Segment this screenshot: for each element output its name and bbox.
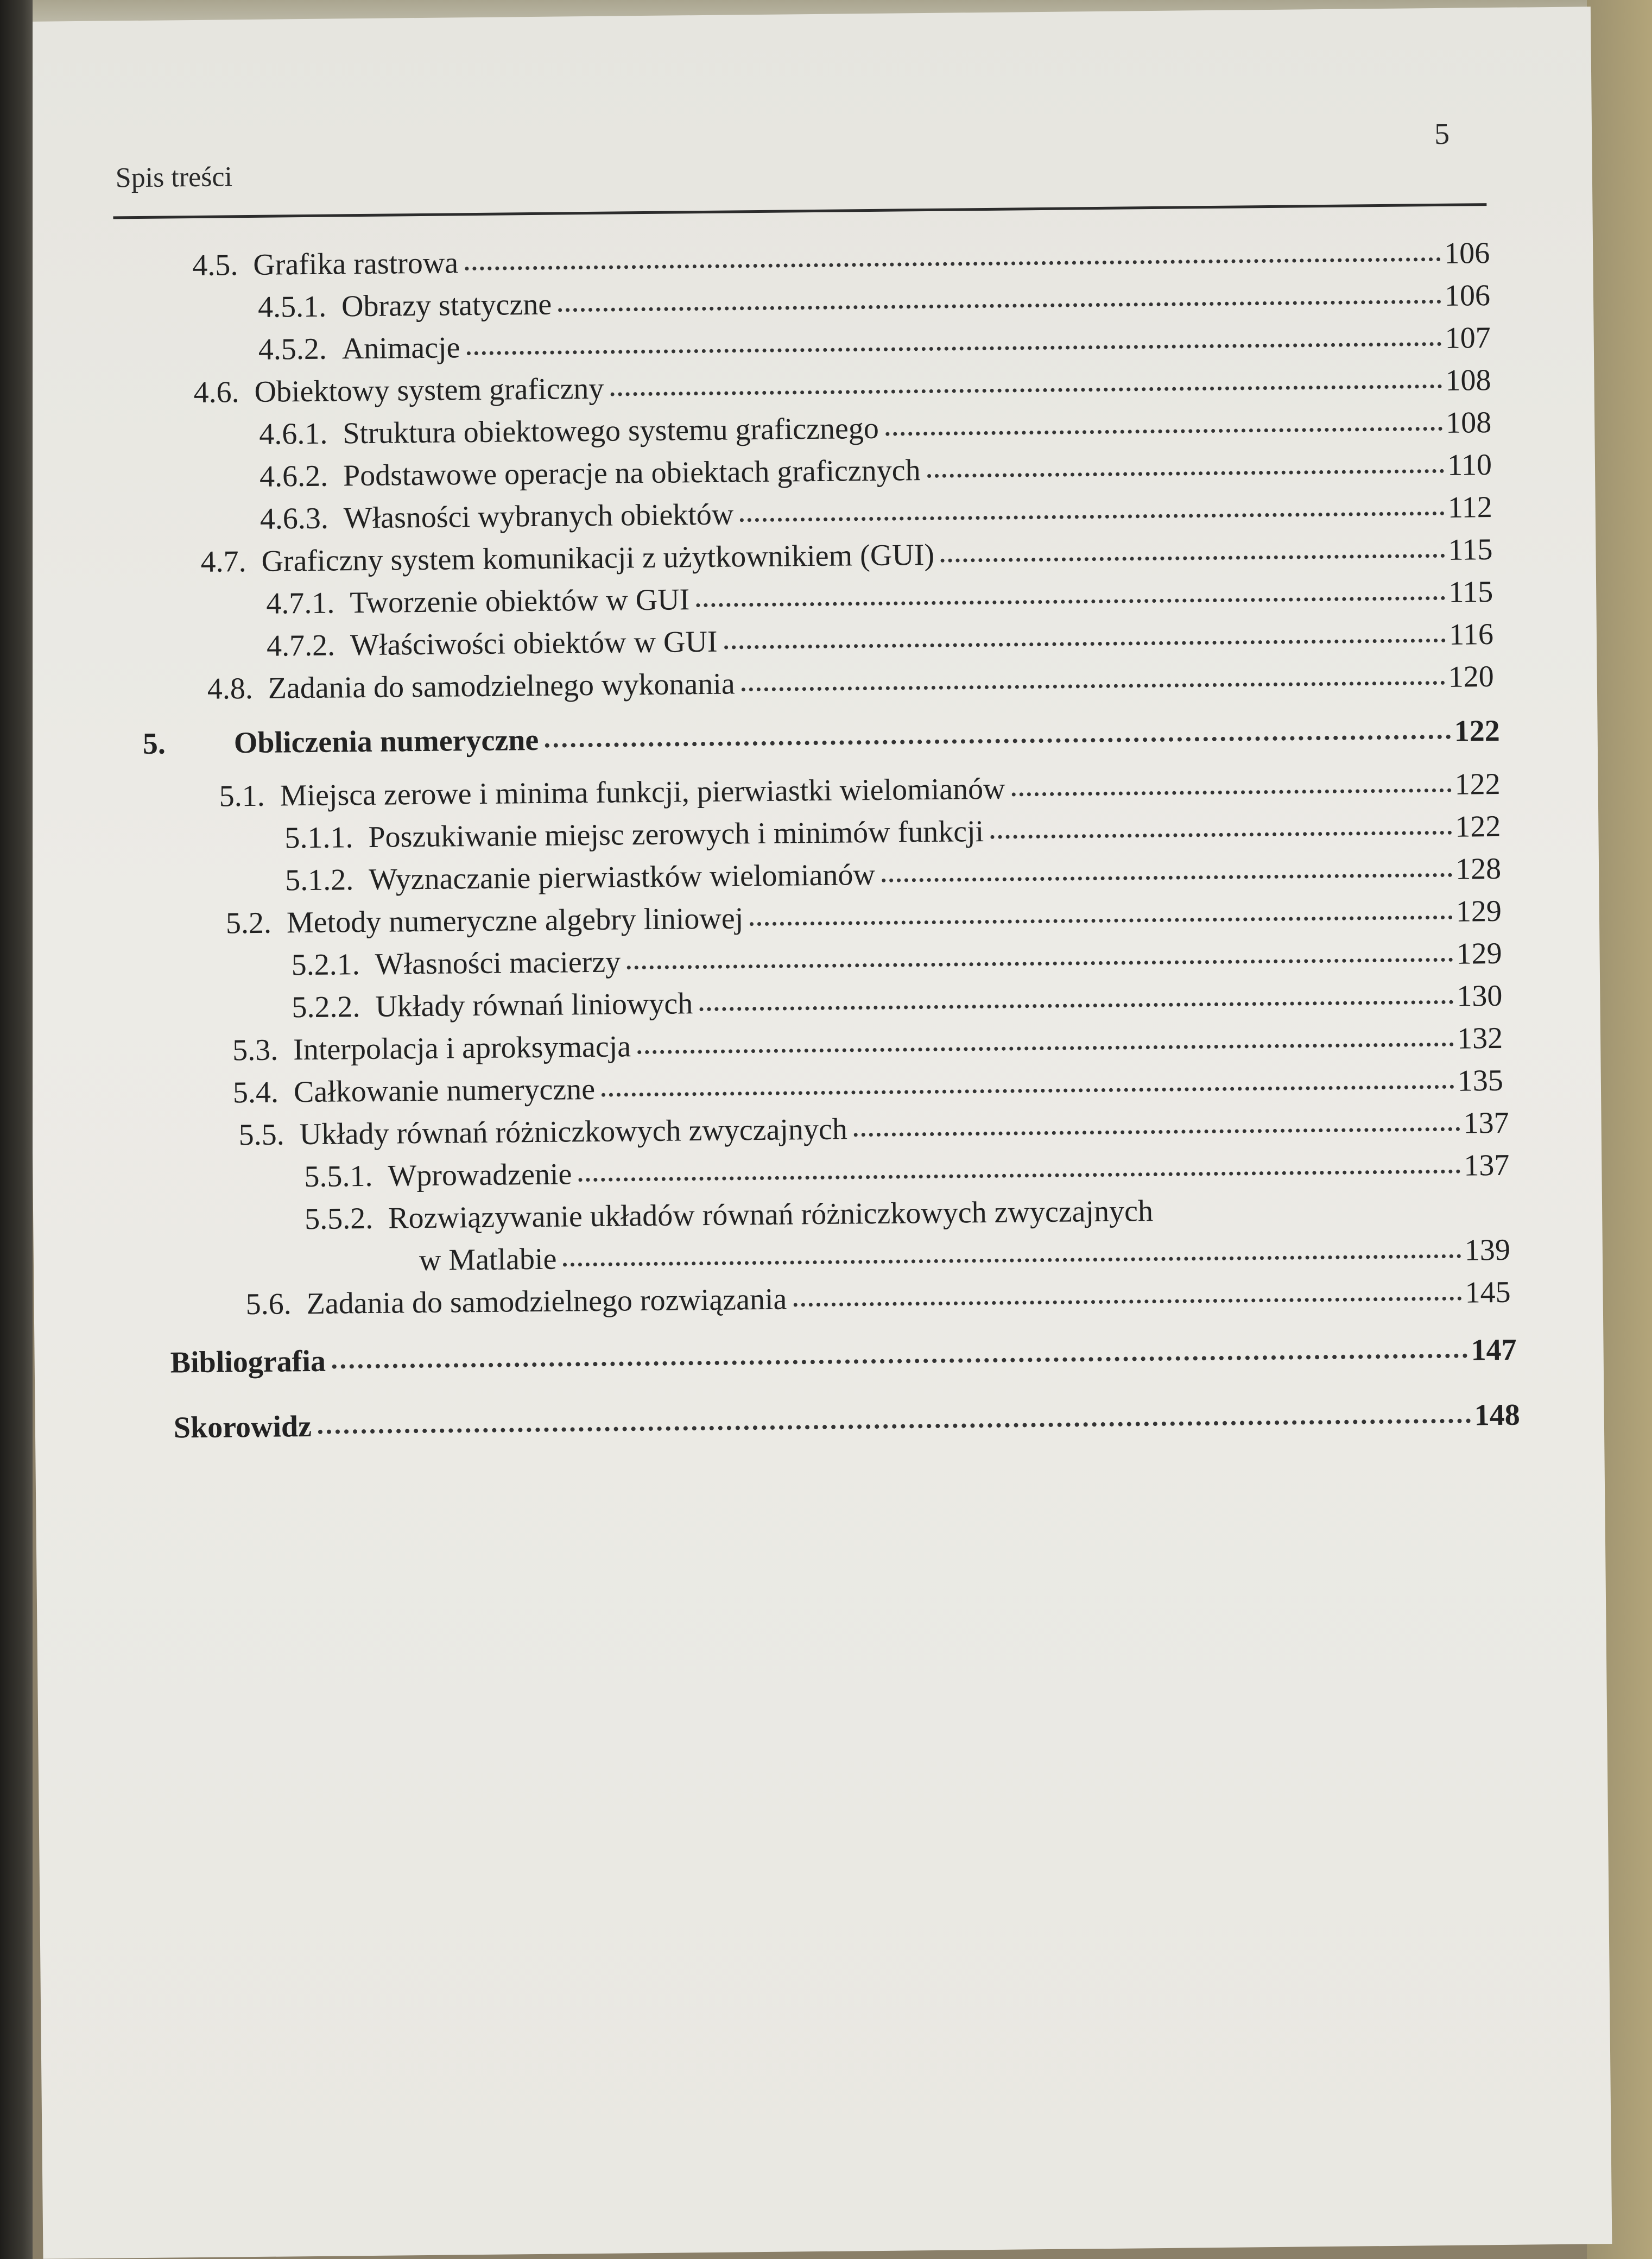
toc-entry-title: Właściwości obiektów w GUI	[350, 624, 718, 662]
toc-entry-page: 129	[1456, 936, 1502, 971]
toc-entry-title: Poszukiwanie miejsc zerowych i minimów funkcji	[368, 815, 984, 854]
toc-entry	[291, 936, 1502, 982]
leader-dots	[927, 469, 1445, 478]
toc-entry-page: 137	[1463, 1106, 1509, 1140]
toc-entry-page: 106	[1444, 236, 1490, 270]
toc-entry-page: 145	[1465, 1275, 1511, 1310]
toc-entry-title: Grafika rastrowa	[253, 246, 459, 282]
toc-entry	[193, 363, 1491, 410]
toc-entry	[260, 490, 1493, 537]
toc-entry-page: 115	[1448, 533, 1493, 567]
toc-entry-title: Obrazy statyczne	[341, 287, 552, 324]
toc-entry	[259, 447, 1492, 494]
toc-entry	[258, 320, 1491, 367]
leader-dots	[941, 554, 1445, 563]
toc-entry-title: Zadania do samodzielnego rozwiązania	[306, 1282, 787, 1321]
toc-entry-title: Graficzny system komunikacji z użytkownikiem (GUI)	[261, 538, 935, 578]
toc-entry-title: Miejsca zerowe i minima funkcji, pierwiastki wielomianów	[280, 772, 1005, 813]
leader-dots	[545, 735, 1451, 748]
leader-dots	[467, 342, 1442, 355]
toc-entry-page: 122	[1455, 809, 1501, 844]
toc-entry-number: 4.5.2.	[258, 332, 327, 367]
toc-entry-title: Zadania do samodzielnego wykonania	[268, 667, 736, 705]
toc-entry-number: 5.5.1.	[304, 1159, 373, 1194]
toc-entry	[304, 1148, 1510, 1194]
toc-entry-page: 130	[1457, 979, 1503, 1013]
toc-entry	[284, 809, 1501, 855]
leader-dots	[854, 1127, 1460, 1137]
toc-chapter-entry	[142, 714, 1499, 761]
toc-entry-title: Własności wybranych obiektów	[343, 497, 734, 535]
leader-dots	[742, 681, 1445, 691]
toc-entry-page: 108	[1445, 363, 1491, 397]
toc-entry-title: Całkowanie numeryczne	[293, 1072, 596, 1109]
toc-entry-number: 5.1.1.	[284, 821, 353, 855]
toc-entry-number: 4.6.1.	[259, 417, 328, 451]
toc-entry-title: Metody numeryczne algebry liniowej	[286, 901, 744, 940]
toc-entry-page: 135	[1457, 1063, 1504, 1098]
toc-chapter-entry	[170, 1333, 1517, 1380]
toc-entry-page: 110	[1447, 448, 1492, 482]
leader-dots	[563, 1254, 1461, 1267]
toc-entry-number: 4.6.2.	[259, 459, 328, 494]
page-number: 5	[1434, 117, 1450, 152]
toc-entry-title: Skorowidz	[173, 1409, 312, 1445]
toc-entry-number: 5.	[142, 727, 166, 761]
toc-entry-number: 5.1.2.	[284, 863, 354, 898]
toc-entry-continuation	[419, 1233, 1511, 1278]
toc-entry-number: 4.7.1.	[266, 586, 335, 621]
toc-entry-title: Animacje	[341, 331, 460, 366]
toc-entry-title: Struktura obiektowego systemu graficznego	[343, 411, 879, 451]
leader-dots	[699, 1000, 1453, 1011]
toc-entry-number: 5.6.	[245, 1287, 292, 1322]
toc-entry-page: 122	[1454, 767, 1501, 802]
toc-entry-title: Rozwiązywanie układów równań różniczkowych zwyczajnych	[388, 1194, 1154, 1235]
toc-entry-title: Bibliografia	[170, 1344, 326, 1380]
toc-entry	[192, 236, 1490, 283]
leader-dots	[750, 916, 1453, 926]
toc-entry-number: 4.6.	[193, 375, 239, 409]
toc-entry-page: 107	[1445, 321, 1491, 355]
toc-entry-page: 128	[1455, 851, 1502, 886]
toc-entry	[226, 894, 1502, 941]
leader-dots	[637, 1043, 1454, 1054]
toc-entry-title: Interpolacja i aproksymacja	[293, 1030, 631, 1067]
book-spine-shadow	[0, 0, 33, 2259]
leader-dots	[610, 384, 1442, 396]
toc-entry-number: 4.6.3.	[259, 501, 329, 536]
toc-entry-title: Układy równań różniczkowych zwyczajnych	[299, 1112, 848, 1152]
toc-entry	[233, 1063, 1504, 1110]
toc-entry-title: Układy równań liniowych	[375, 987, 693, 1024]
leader-dots	[602, 1085, 1454, 1097]
toc-entry	[292, 979, 1503, 1025]
toc-entry-page: 116	[1448, 617, 1494, 652]
toc-entry-title: Obiektowy system graficzny	[254, 371, 604, 409]
toc-entry	[285, 851, 1502, 898]
toc-entry	[232, 1021, 1503, 1068]
toc-entry-number: 5.2.2.	[292, 990, 360, 1025]
book-page	[22, 7, 1612, 2259]
toc-entry-title-continued: w Matlabie	[419, 1242, 557, 1278]
leader-dots	[882, 873, 1452, 882]
toc-entry-title: Własności macierzy	[375, 945, 621, 981]
leader-dots	[793, 1297, 1461, 1307]
toc-entry-number: 4.7.	[200, 545, 246, 579]
toc-entry	[238, 1106, 1509, 1152]
leader-dots	[740, 512, 1445, 522]
toc-entry-page: 106	[1444, 279, 1491, 313]
toc-entry	[259, 405, 1492, 452]
toc-entry	[266, 575, 1493, 621]
toc-entry-page: 137	[1464, 1148, 1510, 1183]
leader-dots	[627, 958, 1453, 970]
leader-dots	[558, 300, 1441, 312]
leader-dots	[332, 1354, 1468, 1369]
toc-entry-page: 132	[1457, 1021, 1503, 1056]
toc-entry-page: 147	[1471, 1333, 1517, 1367]
toc-entry-title: Tworzenie obiektów w GUI	[350, 583, 690, 620]
toc-entry-page: 148	[1474, 1398, 1521, 1433]
toc-entry-number: 5.3.	[232, 1033, 279, 1068]
toc-entry	[200, 532, 1493, 579]
toc-entry-title: Podstawowe operacje na obiektach graficznych	[343, 453, 921, 493]
toc-entry-number: 5.1.	[219, 779, 265, 813]
toc-entry-number: 4.7.2.	[266, 628, 336, 663]
toc-entry	[207, 659, 1495, 706]
leader-dots	[696, 596, 1445, 607]
toc-entry-first-line	[305, 1190, 1510, 1236]
header-rule	[113, 203, 1486, 219]
leader-dots	[990, 831, 1452, 839]
leader-dots	[578, 1170, 1460, 1182]
leader-dots	[885, 427, 1442, 436]
toc-entry-number: 4.5.1.	[257, 289, 327, 324]
leader-dots	[724, 639, 1446, 649]
toc-entry	[245, 1275, 1511, 1322]
toc-entry-title: Wprowadzenie	[388, 1157, 572, 1193]
toc-entry-page: 122	[1454, 714, 1500, 748]
toc-entry-number: 5.2.	[225, 906, 272, 941]
toc-entry-number: 5.4.	[232, 1075, 279, 1110]
toc-entry-page: 115	[1448, 575, 1493, 609]
toc-entry-page: 120	[1448, 660, 1494, 694]
toc-chapter-entry	[174, 1398, 1521, 1446]
toc-entry-page: 112	[1447, 490, 1493, 525]
toc-entry-number: 4.5.	[192, 248, 238, 283]
toc-entry	[258, 278, 1491, 325]
toc-entry	[219, 767, 1501, 814]
toc-entry-page: 129	[1455, 894, 1502, 929]
toc-entry-number: 5.5.	[238, 1118, 284, 1152]
leader-dots	[465, 257, 1441, 270]
running-header-title: Spis treści	[115, 161, 233, 194]
toc-entry-number: 4.8.	[207, 671, 254, 706]
toc-entry	[267, 617, 1494, 664]
toc-entry-page: 139	[1464, 1233, 1511, 1267]
toc-entry-number: 5.5.2.	[304, 1201, 374, 1236]
toc-entry-title: Obliczenia numeryczne	[233, 723, 539, 760]
toc-entry-title: Wyznaczanie pierwiastków wielomianów	[368, 857, 876, 897]
toc-entry-number: 5.2.1.	[291, 948, 360, 982]
leader-dots	[1012, 788, 1452, 797]
leader-dots	[318, 1418, 1471, 1434]
toc-entry-page: 108	[1445, 406, 1492, 440]
